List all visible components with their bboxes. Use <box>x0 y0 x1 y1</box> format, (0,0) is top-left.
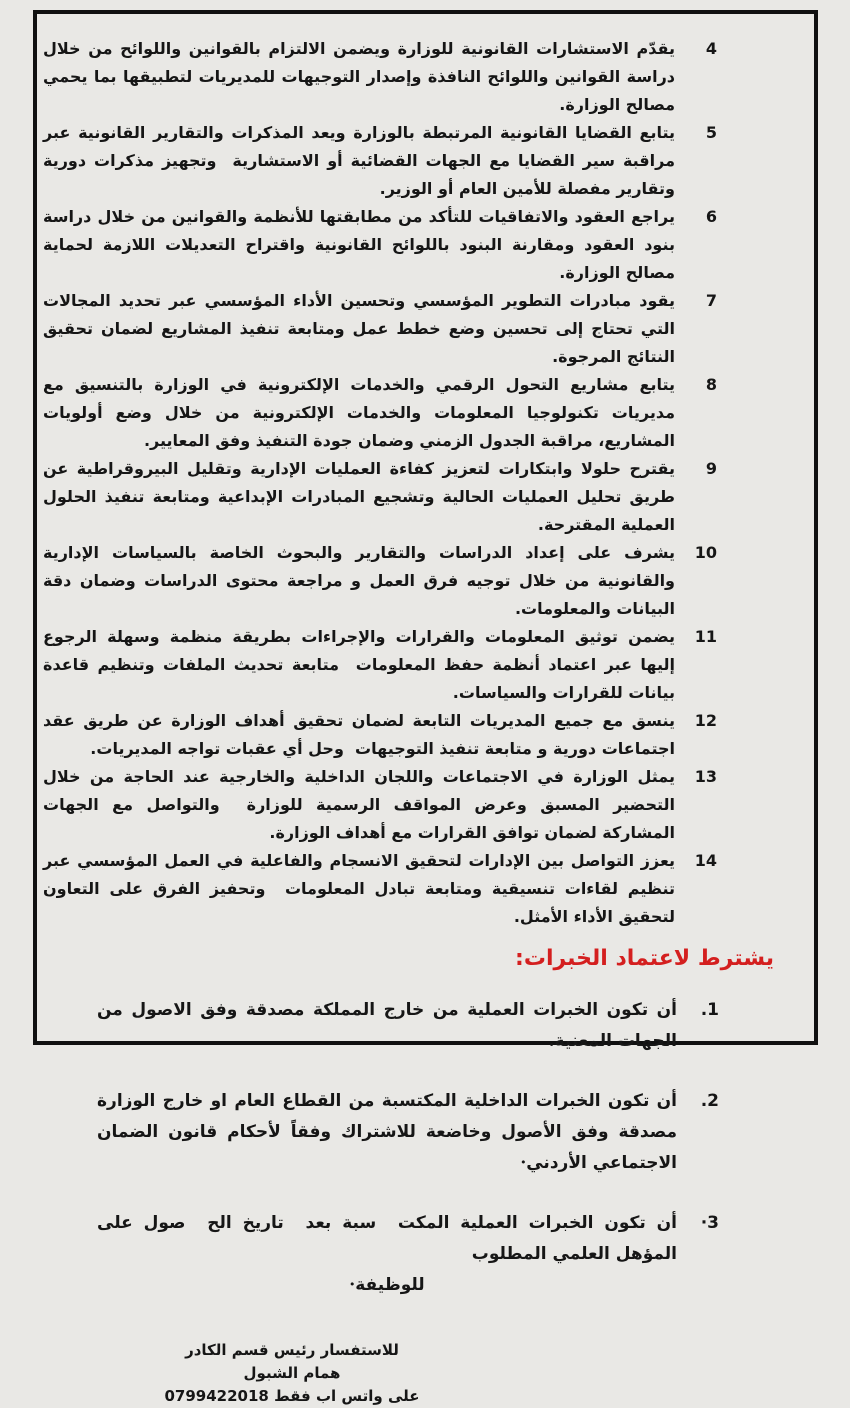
duty-item-text: يشرف على إعداد الدراسات والتقارير والبحوث الخاصة بالسياسات الإدارية والقانونية من خلال توجيه فرق العمل و مراجعة محتوى الدراسات وضمان دقة البيانات والمعلومات. <box>43 543 675 618</box>
requirement-item-number: 2. <box>700 1091 719 1111</box>
contact-inquiry-line: للاستفسار رئيس قسم الكادر <box>185 1341 399 1359</box>
duty-item-text: يتابع مشاريع التحول الرقمي والخدمات الإلكترونية في الوزارة بالتنسيق مع مديريات تكنولوجيا المعلومات والخدمات الإلكترونية من خلال وضع أولويات المشاريع، مراقبة الجدول الزمني وضمان جودة التنفيذ وفق المعايير. <box>43 375 675 450</box>
duty-list-item <box>43 539 719 623</box>
duty-item-text: يعزز التواصل بين الإدارات لتحقيق الانسجام والفاعلية في العمل المؤسسي عبر تنظيم لقاءات تنسيقية ومتابعة تبادل المعلومات وتحفيز الفرق على التعاون لتحقيق الأداء الأمثل. <box>43 851 675 926</box>
duty-list-item <box>43 287 719 371</box>
duty-item-number: 4 <box>705 39 717 58</box>
duty-item-number: 11 <box>694 627 717 646</box>
duty-item-text: يقود مبادرات التطوير المؤسسي وتحسين الأداء المؤسسي عبر تحديد المجالات التي تحتاج إلى تحسين وضع خطط عمل ومتابعة تنفيذ المشاريع لضمان تحقيق النتائج المرجوة. <box>43 291 675 366</box>
duties-list <box>43 35 719 931</box>
duty-item-number: 5 <box>705 123 717 142</box>
requirement-list-item <box>97 995 719 1057</box>
duty-item-text: يتابع القضايا القانونية المرتبطة بالوزارة ويعد المذكرات والتقارير القانونية عبر مراقبة سير القضايا مع الجهات القضائية أو الاستشارية وتجهيز مذكرات دورية وتقارير مفصلة للأمين العام أو الوزير. <box>43 123 675 198</box>
duty-list-item <box>43 119 719 203</box>
requirement-list-item <box>97 1208 719 1301</box>
requirement-item-text: أن تكون الخبرات العملية المكت سبة بعد تاريخ الح صول على المؤهل العلمي المطلوب <box>97 1213 677 1264</box>
duty-item-text: يضمن توثيق المعلومات والقرارات والإجراءات بطريقة منظمة وسهلة الرجوع إليها عبر اعتماد أنظمة حفظ المعلومات متابعة تحديث الملفات وتنظيم قاعدة بيانات للقرارات والسياسات. <box>43 627 675 702</box>
duty-list-item <box>43 455 719 539</box>
duty-item-number: 9 <box>705 459 717 478</box>
requirement-item-number: 1. <box>700 1000 719 1020</box>
duty-item-number: 10 <box>694 543 717 562</box>
duty-item-number: 7 <box>705 291 717 310</box>
duty-item-text: يقترح حلولا وابتكارات لتعزيز كفاءة العمليات الإدارية وتقليل البيروقراطية عن طريق تحليل العمليات الحالية وتشجيع المبادرات الإبداعية ومتابعة تنفيذ الحلول العملية المقترحة. <box>43 459 675 534</box>
duty-item-number: 12 <box>694 711 717 730</box>
duty-list-item <box>43 707 719 763</box>
duty-list-item <box>43 35 719 119</box>
requirement-list-item <box>97 1086 719 1179</box>
document-border-frame <box>33 10 818 1405</box>
duty-item-text: يمثل الوزارة في الاجتماعات واللجان الداخلية والخارجية عند الحاجة من خلال التحضير المسبق وعرض المواقف الرسمية للوزارة والتواصل مع الجهات المشاركة لضمان توافق القرارات مع أهداف الوزارة. <box>43 767 675 842</box>
contact-person-name: همام الشبول <box>243 1364 341 1382</box>
duty-item-number: 8 <box>705 375 717 394</box>
duty-list-item <box>43 763 719 847</box>
duty-item-number: 13 <box>694 767 717 786</box>
duty-list-item <box>43 847 719 931</box>
duty-item-number: 14 <box>694 851 717 870</box>
requirements-heading: يشترط لاعتماد الخبرات: <box>515 946 774 971</box>
duty-item-text: يقدّم الاستشارات القانونية للوزارة ويضمن الالتزام بالقوانين واللوائح من خلال دراسة القوانين واللوائح النافذة وإصدار التوجيهات للمديريات لتطبيقها بما يحمي مصالح الوزارة. <box>43 39 675 114</box>
contact-block <box>142 1339 442 1408</box>
contact-phone-line: 0799422018 على واتس اب فقط <box>164 1387 420 1405</box>
duty-list-item <box>43 623 719 707</box>
requirements-list <box>97 995 719 1301</box>
duty-item-number: 6 <box>705 207 717 226</box>
requirement-item-text: أن تكون الخبرات العملية من خارج المملكة مصدقة وفق الاصول من الجهات المعنية. <box>97 1000 677 1051</box>
duty-list-item <box>43 371 719 455</box>
duty-list-item <box>43 203 719 287</box>
requirement-item-text-continued: للوظيفة· <box>349 1275 425 1295</box>
duty-item-text: يراجع العقود والاتفاقيات للتأكد من مطابقتها للأنظمة والقوانين من خلال دراسة بنود العقود ومقارنة البنود باللوائح القانونية واقتراح التعديلات اللازمة لحماية مصالح الوزارة. <box>43 207 675 282</box>
requirement-item-text: أن تكون الخبرات الداخلية المكتسبة من القطاع العام او خارج الوزارة مصدقة وفق الأصول وخاضعة للاشتراك وفقاً لأحكام قانون الضمان الاجتماعي الأردني· <box>97 1091 677 1173</box>
requirement-item-number: 3· <box>700 1213 719 1233</box>
duty-item-text: ينسق مع جميع المديريات التابعة لضمان تحقيق أهداف الوزارة عن طريق عقد اجتماعات دورية و متابعة تنفيذ التوجيهات وحل أي عقبات تواجه المديريات. <box>43 711 675 758</box>
